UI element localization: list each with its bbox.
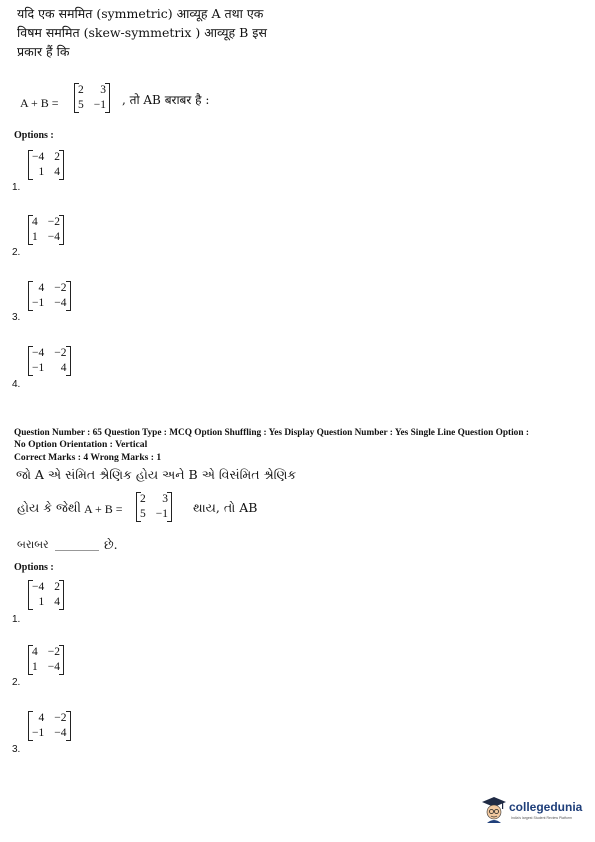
matrix-cell: −2 (54, 712, 67, 724)
equation-rhs: , तो AB बराबर है : (122, 93, 210, 107)
option-4-matrix[interactable] (28, 346, 71, 376)
matrix-cell: −4 (54, 297, 67, 309)
matrix-cell: 3 (162, 493, 168, 505)
matrix-cell: 4 (38, 282, 45, 294)
option-2-number: 2. (12, 247, 21, 258)
question-65-meta-line-1: Question Number : 65 Question Type : MCQ Option Shuffling : Yes Display Question Number : Yes Single Line Question Option : (14, 428, 529, 438)
matrix-cell: 5 (140, 508, 146, 520)
matrix-cell: −4 (47, 661, 60, 673)
matrix-cell: −4 (32, 581, 45, 593)
question-matrix (74, 83, 110, 113)
option-3-number: 3. (12, 312, 21, 323)
question-65-meta-line-2: No Option Orientation : Vertical (14, 439, 148, 450)
question-65-line-3a: બરાબર (17, 538, 49, 551)
matrix-cell: −1 (32, 297, 45, 309)
logo-name: collegedunia (509, 800, 583, 814)
matrix-cell: 2 (54, 581, 60, 593)
matrix-cell: 1 (38, 596, 45, 608)
option-2-number-65: 2. (12, 677, 21, 688)
matrix-cell: −4 (32, 151, 45, 163)
option-3-matrix-65[interactable] (28, 711, 71, 741)
question-65-matrix (136, 492, 172, 522)
matrix-cell: 2 (54, 151, 60, 163)
option-1-matrix[interactable] (28, 150, 64, 180)
matrix-cell: −2 (54, 347, 67, 359)
options-label-65: Options : (14, 562, 54, 573)
matrix-cell: 4 (32, 216, 38, 228)
question-64-line-3: प्रकार हैं कि (17, 44, 70, 59)
matrix-cell: −2 (47, 216, 60, 228)
options-label: Options : (14, 130, 54, 141)
matrix-cell: 5 (78, 99, 84, 111)
question-65-line-2a: હોય કે જેથી (17, 500, 82, 515)
matrix-cell: −4 (47, 231, 60, 243)
option-4-number: 4. (12, 379, 21, 390)
matrix-cell: 4 (60, 362, 67, 374)
matrix-cell: −4 (54, 727, 67, 739)
option-3-number-65: 3. (12, 744, 21, 755)
matrix-cell: −1 (93, 99, 106, 111)
matrix-cell: −1 (32, 362, 45, 374)
matrix-cell: −1 (32, 727, 45, 739)
equation-lhs: A + B = (20, 96, 59, 110)
question-65-line-1: જો A એ સંમિત શ્રેણિક હોય અને B એ વિસંમિત શ્રેણિક (16, 467, 297, 482)
matrix-cell: −2 (47, 646, 60, 658)
question-64-line-1: यदि एक सममित (symmetric) आव्यूह A तथा एक (17, 6, 264, 21)
question-65-marks: Correct Marks : 4 Wrong Marks : 1 (14, 452, 162, 463)
graduate-icon (481, 796, 507, 824)
matrix-cell: 1 (32, 231, 38, 243)
matrix-cell: −4 (32, 347, 45, 359)
option-2-matrix[interactable] (28, 215, 64, 245)
matrix-cell: 4 (54, 166, 60, 178)
matrix-cell: −2 (54, 282, 67, 294)
question-64-line-2: विषम सममित (skew-symmetrix ) आव्यूह B इस (17, 25, 267, 40)
equation-lhs-65: A + B = (84, 502, 123, 516)
matrix-cell: 2 (140, 493, 146, 505)
matrix-cell: 4 (54, 596, 60, 608)
matrix-cell: 4 (38, 712, 45, 724)
option-1-matrix-65[interactable] (28, 580, 64, 610)
matrix-cell: 1 (32, 661, 38, 673)
option-3-matrix[interactable] (28, 281, 71, 311)
question-65-line-3b: છે. (104, 537, 118, 552)
option-1-number-65: 1. (12, 614, 21, 625)
matrix-cell: 3 (100, 84, 106, 96)
answer-blank: ________ (55, 538, 99, 551)
matrix-cell: 2 (78, 84, 84, 96)
option-1-number: 1. (12, 182, 21, 193)
option-2-matrix-65[interactable] (28, 645, 64, 675)
question-65-line-2b: થાય, તો AB (193, 500, 258, 515)
logo-tagline: India's largest Student Review Platform (511, 816, 572, 820)
matrix-cell: −1 (155, 508, 168, 520)
matrix-cell: 4 (32, 646, 38, 658)
collegedunia-logo (481, 796, 586, 826)
matrix-cell: 1 (38, 166, 45, 178)
